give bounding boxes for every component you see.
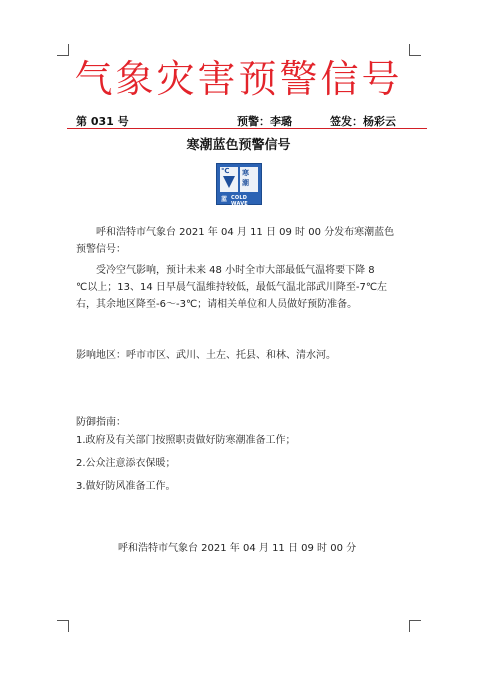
document-title: 气象灾害预警信号 <box>74 57 403 101</box>
content-line: ℃以上；13、14 日早晨气温维持较低，最低气温北部武川降至-7℃左 <box>76 282 388 293</box>
cold-wave-blue-signal-icon <box>216 163 262 205</box>
signal-english-label: COLD WAVE <box>231 195 248 207</box>
signal-char-bottom: 潮 <box>242 179 249 187</box>
crop-mark-top-left <box>57 44 69 56</box>
lead-paragraph <box>76 224 414 258</box>
document-number: 第 031 号 <box>76 115 129 128</box>
guide-list <box>76 432 414 495</box>
down-arrow-icon <box>223 176 235 188</box>
guide-item: 1.政府及有关部门按照职责做好防寒潮准备工作； <box>76 435 296 446</box>
footer-issuer-date: 呼和浩特市气象台 2021 年 04 月 11 日 09 时 00 分 <box>118 543 357 554</box>
signer: 签发：杨彩云 <box>330 115 396 128</box>
signal-color-label: 蓝 <box>221 196 228 203</box>
header-rule <box>67 128 427 129</box>
guide-item: 2.公众注意添衣保暖； <box>76 458 176 469</box>
lead-line: 预警信号： <box>76 244 126 255</box>
crop-mark-bottom-right <box>409 620 421 632</box>
content-line: 受冷空气影响，预计未来 48 小时全市大部最低气温将要下降 8 <box>96 265 375 276</box>
crop-mark-bottom-left <box>57 620 69 632</box>
document-subtitle: 寒潮蓝色预警信号 <box>186 138 291 153</box>
affected-area: 影响地区：呼市市区、武川、土左、托县、和林、清水河。 <box>76 350 336 361</box>
celsius-symbol: ℃ <box>221 167 230 175</box>
signal-char-top: 寒 <box>242 169 249 177</box>
lead-line: 呼和浩特市气象台 2021 年 04 月 11 日 09 时 00 分发布寒潮蓝色 <box>96 227 395 238</box>
content-line: 右，其余地区降至-6～-3℃；请相关单位和人员做好预防准备。 <box>76 299 358 310</box>
guide-title: 防御指南： <box>76 417 126 428</box>
issuer: 预警：李璐 <box>237 115 292 128</box>
guide-item: 3.做好防风准备工作。 <box>76 481 176 492</box>
crop-mark-top-right <box>409 44 421 56</box>
content-paragraph <box>76 262 414 313</box>
